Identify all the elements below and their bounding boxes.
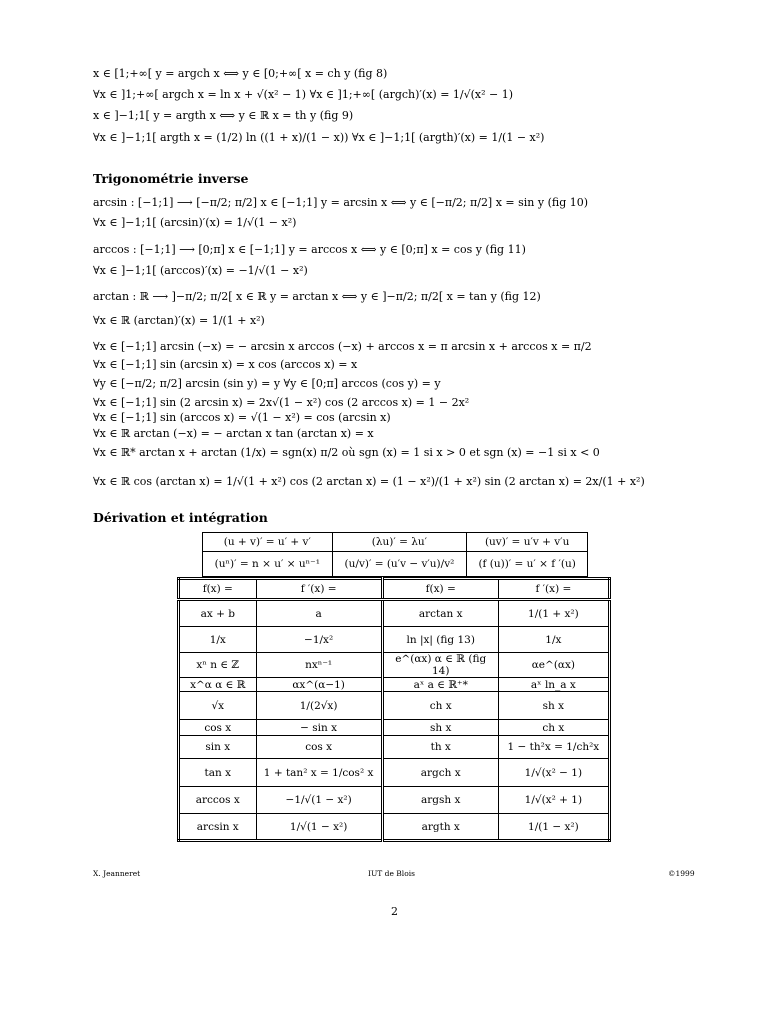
cell: cos x: [256, 736, 382, 759]
cell: aˣ a ∈ ℝ⁺*: [382, 678, 498, 692]
cell: 1/x: [179, 627, 257, 653]
rules-table: [202, 532, 588, 577]
column-header: f ′(x) =: [498, 579, 609, 600]
trig-line: ∀x ∈ ℝ arctan (−x) = − arctan x tan (arctan x) = x: [93, 427, 374, 440]
cell: nxⁿ⁻¹: [256, 653, 382, 678]
cell: 1/√(1 − x²): [256, 814, 382, 841]
cell: 1/(1 − x²): [498, 814, 609, 841]
table-row: [179, 814, 610, 841]
hyp-line-4: ∀x ∈ ]−1;1[ argth x = (1/2) ln ((1 + x)/(1 − x)) ∀x ∈ ]−1;1[ (argth)′(x) = 1/(1 − x²): [93, 131, 545, 144]
cell: ax + b: [179, 600, 257, 627]
cell: ch x: [498, 720, 609, 736]
rule-cell: (uⁿ)′ = n × u′ × uⁿ⁻¹: [203, 552, 333, 577]
cell: cos x: [179, 720, 257, 736]
table-row: [179, 678, 610, 692]
trig-line: ∀x ∈ ℝ (arctan)′(x) = 1/(1 + x²): [93, 314, 265, 327]
trig-line: ∀x ∈ ℝ cos (arctan x) = 1/√(1 + x²) cos (2 arctan x) = (1 − x²)/(1 + x²) sin (2 arctan x) = 2x/(1 + x²): [93, 475, 645, 488]
footer-institution: IUT de Blois: [368, 869, 415, 878]
cell: a: [256, 600, 382, 627]
rule-cell: (u/v)′ = (u′v − v′u)/v²: [332, 552, 467, 577]
footer-author: X. Jeanneret: [93, 869, 141, 878]
cell: 1/√(x² − 1): [498, 759, 609, 787]
derivatives-table: [177, 577, 611, 842]
cell: √x: [179, 692, 257, 720]
table-row: [203, 533, 588, 552]
trig-line: arctan : ℝ ⟶ ]−π/2; π/2[ x ∈ ℝ y = arctan x ⟺ y ∈ ]−π/2; π/2[ x = tan y (fig 12): [93, 290, 541, 303]
rule-cell: (uv)′ = u′v + v′u: [467, 533, 588, 552]
cell: −1/x²: [256, 627, 382, 653]
section-deriv-title: Dérivation et intégration: [93, 510, 268, 525]
section-trig-title: Trigonométrie inverse: [93, 171, 249, 186]
column-header: f(x) =: [179, 579, 257, 600]
rule-cell: (f (u))′ = u′ × f ′(u): [467, 552, 588, 577]
cell: e^(αx) α ∈ ℝ (fig 14): [382, 653, 498, 678]
page-number: 2: [391, 905, 398, 918]
cell: sh x: [382, 720, 498, 736]
cell: aˣ ln_a x: [498, 678, 609, 692]
cell: − sin x: [256, 720, 382, 736]
cell: argsh x: [382, 787, 498, 814]
table-row: [179, 600, 610, 627]
rule-cell: (λu)′ = λu′: [332, 533, 467, 552]
trig-line: ∀x ∈ [−1;1] sin (arccos x) = √(1 − x²) = cos (arcsin x): [93, 411, 391, 424]
table-row: [179, 627, 610, 653]
footer-copyright: ©1999: [668, 869, 695, 878]
cell: 1/√(x² + 1): [498, 787, 609, 814]
table-row: [179, 787, 610, 814]
cell: αx^(α−1): [256, 678, 382, 692]
cell: argch x: [382, 759, 498, 787]
trig-line: ∀x ∈ ℝ* arctan x + arctan (1/x) = sgn(x) π/2 où sgn (x) = 1 si x > 0 et sgn (x) = −1 si x < 0: [93, 446, 600, 459]
cell: tan x: [179, 759, 257, 787]
trig-line: ∀x ∈ [−1;1] sin (2 arcsin x) = 2x√(1 − x²) cos (2 arccos x) = 1 − 2x²: [93, 396, 470, 409]
cell: ln |x| (fig 13): [382, 627, 498, 653]
cell: sin x: [179, 736, 257, 759]
table-row: [179, 720, 610, 736]
hyp-line-1: x ∈ [1;+∞[ y = argch x ⟺ y ∈ [0;+∞[ x = ch y (fig 8): [93, 67, 388, 80]
cell: 1 + tan² x = 1/cos² x: [256, 759, 382, 787]
table-row: [179, 736, 610, 759]
cell: arccos x: [179, 787, 257, 814]
trig-line: ∀x ∈ ]−1;1[ (arcsin)′(x) = 1/√(1 − x²): [93, 216, 297, 229]
trig-line: arccos : [−1;1] ⟶ [0;π] x ∈ [−1;1] y = arccos x ⟺ y ∈ [0;π] x = cos y (fig 11): [93, 243, 526, 256]
cell: xⁿ n ∈ ℤ: [179, 653, 257, 678]
trig-line: ∀y ∈ [−π/2; π/2] arcsin (sin y) = y ∀y ∈ [0;π] arccos (cos y) = y: [93, 377, 441, 390]
cell: −1/√(1 − x²): [256, 787, 382, 814]
cell: th x: [382, 736, 498, 759]
table-row: [179, 692, 610, 720]
cell: sh x: [498, 692, 609, 720]
column-header: f ′(x) =: [256, 579, 382, 600]
cell: arcsin x: [179, 814, 257, 841]
table-header-row: [179, 579, 610, 600]
cell: 1/x: [498, 627, 609, 653]
rule-cell: (u + v)′ = u′ + v′: [203, 533, 333, 552]
cell: ch x: [382, 692, 498, 720]
cell: x^α α ∈ ℝ: [179, 678, 257, 692]
column-header: f(x) =: [382, 579, 498, 600]
trig-line: arcsin : [−1;1] ⟶ [−π/2; π/2] x ∈ [−1;1] y = arcsin x ⟺ y ∈ [−π/2; π/2] x = sin y (fig 10): [93, 196, 589, 209]
trig-line: ∀x ∈ ]−1;1[ (arccos)′(x) = −1/√(1 − x²): [93, 264, 308, 277]
hyp-line-3: x ∈ ]−1;1[ y = argth x ⟺ y ∈ ℝ x = th y (fig 9): [93, 109, 354, 122]
trig-line: ∀x ∈ [−1;1] sin (arcsin x) = x cos (arccos x) = x: [93, 358, 358, 371]
cell: arctan x: [382, 600, 498, 627]
cell: αe^(αx): [498, 653, 609, 678]
cell: argth x: [382, 814, 498, 841]
trig-line: ∀x ∈ [−1;1] arcsin (−x) = − arcsin x arccos (−x) + arccos x = π arcsin x + arccos x = π/2: [93, 340, 592, 353]
table-row: [203, 552, 588, 577]
hyp-line-2: ∀x ∈ ]1;+∞[ argch x = ln x + √(x² − 1) ∀x ∈ ]1;+∞[ (argch)′(x) = 1/√(x² − 1): [93, 88, 514, 101]
table-row: [179, 653, 610, 678]
cell: 1/(2√x): [256, 692, 382, 720]
table-row: [179, 759, 610, 787]
cell: 1 − th²x = 1/ch²x: [498, 736, 609, 759]
cell: 1/(1 + x²): [498, 600, 609, 627]
